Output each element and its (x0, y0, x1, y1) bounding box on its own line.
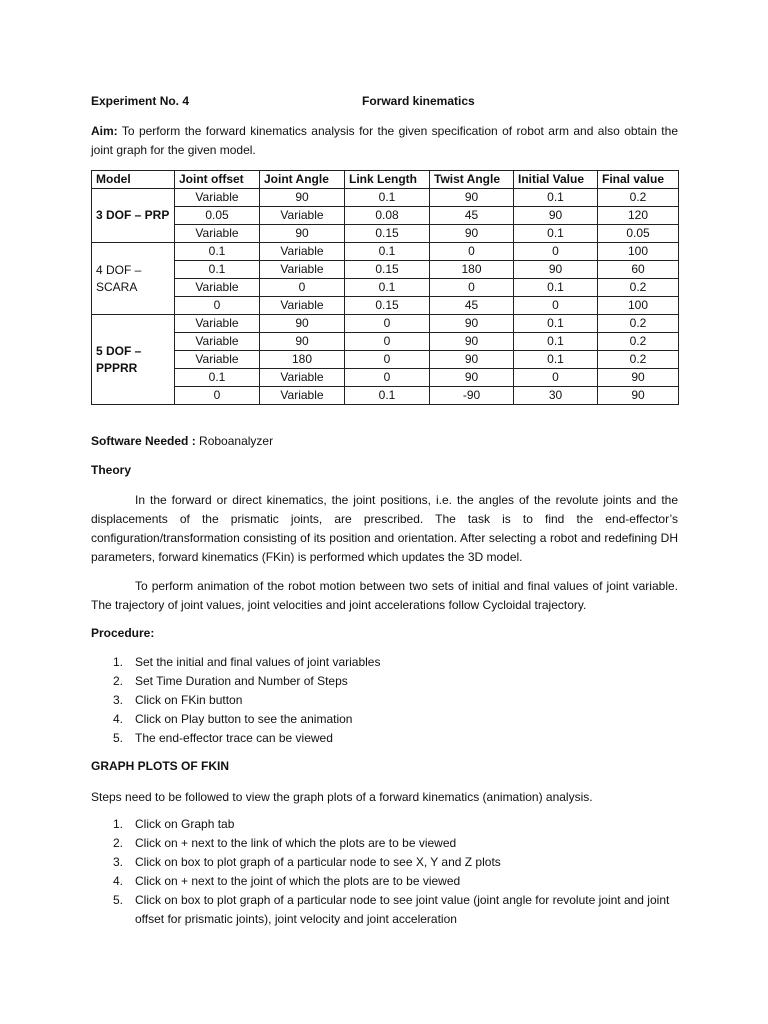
col-header: Joint offset (175, 171, 260, 189)
table-row (92, 225, 679, 243)
table-cell: 0 (514, 297, 598, 315)
col-header: Initial Value (514, 171, 598, 189)
table-row (92, 207, 679, 225)
list-item: 5. Click on box to plot graph of a particular node to see joint value (joint angle for revolute joint and joint offset for prismatic joints), joint velocity and joint acceleration (113, 893, 670, 926)
table-cell: 0.1 (514, 315, 598, 333)
procedure-heading: Procedure: (91, 626, 155, 640)
table-cell: 90 (260, 189, 345, 207)
list-item: 3. Click on box to plot graph of a particular node to see X, Y and Z plots (113, 855, 501, 869)
table-header-row (92, 171, 679, 189)
table-body (92, 189, 679, 405)
table-cell: Variable (175, 333, 260, 351)
table-cell: 0.15 (345, 225, 430, 243)
table-cell: Variable (260, 297, 345, 315)
table-cell: 90 (598, 369, 679, 387)
table-cell: 90 (430, 225, 514, 243)
experiment-title: Forward kinematics (362, 94, 475, 108)
table-row (92, 387, 679, 405)
col-header: Model (92, 171, 175, 189)
table-cell: 45 (430, 297, 514, 315)
table-row (92, 351, 679, 369)
table-row (92, 333, 679, 351)
theory-paragraph-2: To perform animation of the robot motion between two sets of initial and final values of joint variable. The trajectory of joint values, joint velocities and joint accelerations follow Cycloidal trajectory. (91, 579, 678, 612)
aim-paragraph (91, 122, 678, 160)
table-cell: 0 (514, 243, 598, 261)
table-cell: 0.1 (345, 387, 430, 405)
table-cell: 0 (175, 387, 260, 405)
list-item: 1. Click on Graph tab (113, 817, 235, 831)
theory-paragraph-1: In the forward or direct kinematics, the joint positions, i.e. the angles of the revolute joints and the displacements of the prismatic joints, are prescribed. The task is to find the end-effector’s configuration/transformation consisting of its position and orientation. After selecting a robot and redefining DH parameters, forward kinematics (FKin) is performed which updates the 3D model. (91, 493, 678, 564)
table-cell: 100 (598, 297, 679, 315)
graph-intro: Steps need to be followed to view the graph plots of a forward kinematics (animation) analysis. (91, 790, 593, 804)
table-row (92, 261, 679, 279)
procedure-list (91, 653, 681, 748)
table-cell: 0.1 (514, 189, 598, 207)
table-cell: 90 (260, 315, 345, 333)
table-cell: 30 (514, 387, 598, 405)
model-cell: 5 DOF – PPPRR (92, 315, 175, 405)
model-cell: 4 DOF – SCARA (92, 243, 175, 315)
theory-heading: Theory (91, 463, 132, 477)
table-cell: 90 (260, 333, 345, 351)
table-cell: Variable (260, 261, 345, 279)
table-cell: 0 (514, 369, 598, 387)
table-cell: 0 (345, 333, 430, 351)
list-item: 4. Click on Play button to see the animation (113, 712, 353, 726)
table-cell: Variable (260, 387, 345, 405)
col-header: Joint Angle (260, 171, 345, 189)
table-cell: 60 (598, 261, 679, 279)
table-row (92, 189, 679, 207)
table-cell: 0.05 (598, 225, 679, 243)
col-header: Twist Angle (430, 171, 514, 189)
table-cell: 90 (260, 225, 345, 243)
list-item: 2. Set Time Duration and Number of Steps (113, 674, 348, 688)
table-cell: 0.1 (345, 279, 430, 297)
table-cell: -90 (430, 387, 514, 405)
table-cell: 0.1 (514, 225, 598, 243)
table-cell: 180 (260, 351, 345, 369)
table-cell: 90 (514, 207, 598, 225)
table-cell: Variable (260, 207, 345, 225)
table-cell: 0.08 (345, 207, 430, 225)
table-cell: 0.2 (598, 333, 679, 351)
table-cell: 0.2 (598, 279, 679, 297)
table-cell: 0.2 (598, 315, 679, 333)
table-row (92, 369, 679, 387)
col-header: Final value (598, 171, 679, 189)
table-cell: 0.15 (345, 297, 430, 315)
table-row (92, 243, 679, 261)
table-cell: 0.1 (175, 369, 260, 387)
table-cell: Variable (175, 225, 260, 243)
table-cell: 90 (598, 387, 679, 405)
table-cell: 180 (430, 261, 514, 279)
table-cell: Variable (175, 279, 260, 297)
table-cell: 0.1 (175, 243, 260, 261)
table-row (92, 315, 679, 333)
aim-text: To perform the forward kinematics analysis for the given specification of robot arm and also obtain the joint graph for the given model. (91, 124, 678, 157)
table-cell: 0 (175, 297, 260, 315)
table-cell: 120 (598, 207, 679, 225)
table-cell: Variable (260, 243, 345, 261)
table-cell: 0.15 (345, 261, 430, 279)
software-value: Roboanalyzer (199, 434, 274, 448)
table-cell: 0.1 (175, 261, 260, 279)
table-cell: Variable (175, 351, 260, 369)
table-cell: 0 (430, 279, 514, 297)
table-cell: 0.1 (345, 243, 430, 261)
table-cell: 0.1 (514, 351, 598, 369)
aim-label: Aim: (91, 124, 118, 138)
table-cell: Variable (175, 315, 260, 333)
table-row (92, 279, 679, 297)
table-cell: 0 (345, 369, 430, 387)
list-item: 3. Click on FKin button (113, 693, 243, 707)
table-cell: 0.05 (175, 207, 260, 225)
list-item: 5. The end-effector trace can be viewed (113, 731, 333, 745)
graph-heading: GRAPH PLOTS OF FKIN (91, 759, 229, 773)
table-cell: 45 (430, 207, 514, 225)
col-header: Link Length (345, 171, 430, 189)
software-line (91, 434, 273, 448)
table-cell: 0 (345, 351, 430, 369)
list-item: 4. Click on + next to the joint of which the plots are to be viewed (113, 874, 461, 888)
table-cell: 90 (430, 333, 514, 351)
table-cell: 90 (430, 369, 514, 387)
experiment-number: Experiment No. 4 (91, 94, 190, 108)
table-row (92, 297, 679, 315)
table-cell: 0.1 (514, 279, 598, 297)
robot-spec-table (91, 170, 679, 405)
table-cell: Variable (260, 369, 345, 387)
table-cell: 0 (345, 315, 430, 333)
table-cell: 90 (430, 189, 514, 207)
table-cell: 90 (430, 351, 514, 369)
list-item: 2. Click on + next to the link of which the plots are to be viewed (113, 836, 457, 850)
model-cell: 3 DOF – PRP (92, 189, 175, 243)
table-cell: 0.2 (598, 189, 679, 207)
table-cell: 0.1 (514, 333, 598, 351)
software-label: Software Needed : (91, 434, 196, 448)
table-cell: 100 (598, 243, 679, 261)
table-cell: 90 (514, 261, 598, 279)
table-cell: 0.2 (598, 351, 679, 369)
list-item: 1. Set the initial and final values of joint variables (113, 655, 381, 669)
table-cell: 0.1 (345, 189, 430, 207)
table-cell: 0 (430, 243, 514, 261)
graph-steps-list (91, 815, 681, 929)
table-cell: 90 (430, 315, 514, 333)
table-cell: 0 (260, 279, 345, 297)
table-cell: Variable (175, 189, 260, 207)
